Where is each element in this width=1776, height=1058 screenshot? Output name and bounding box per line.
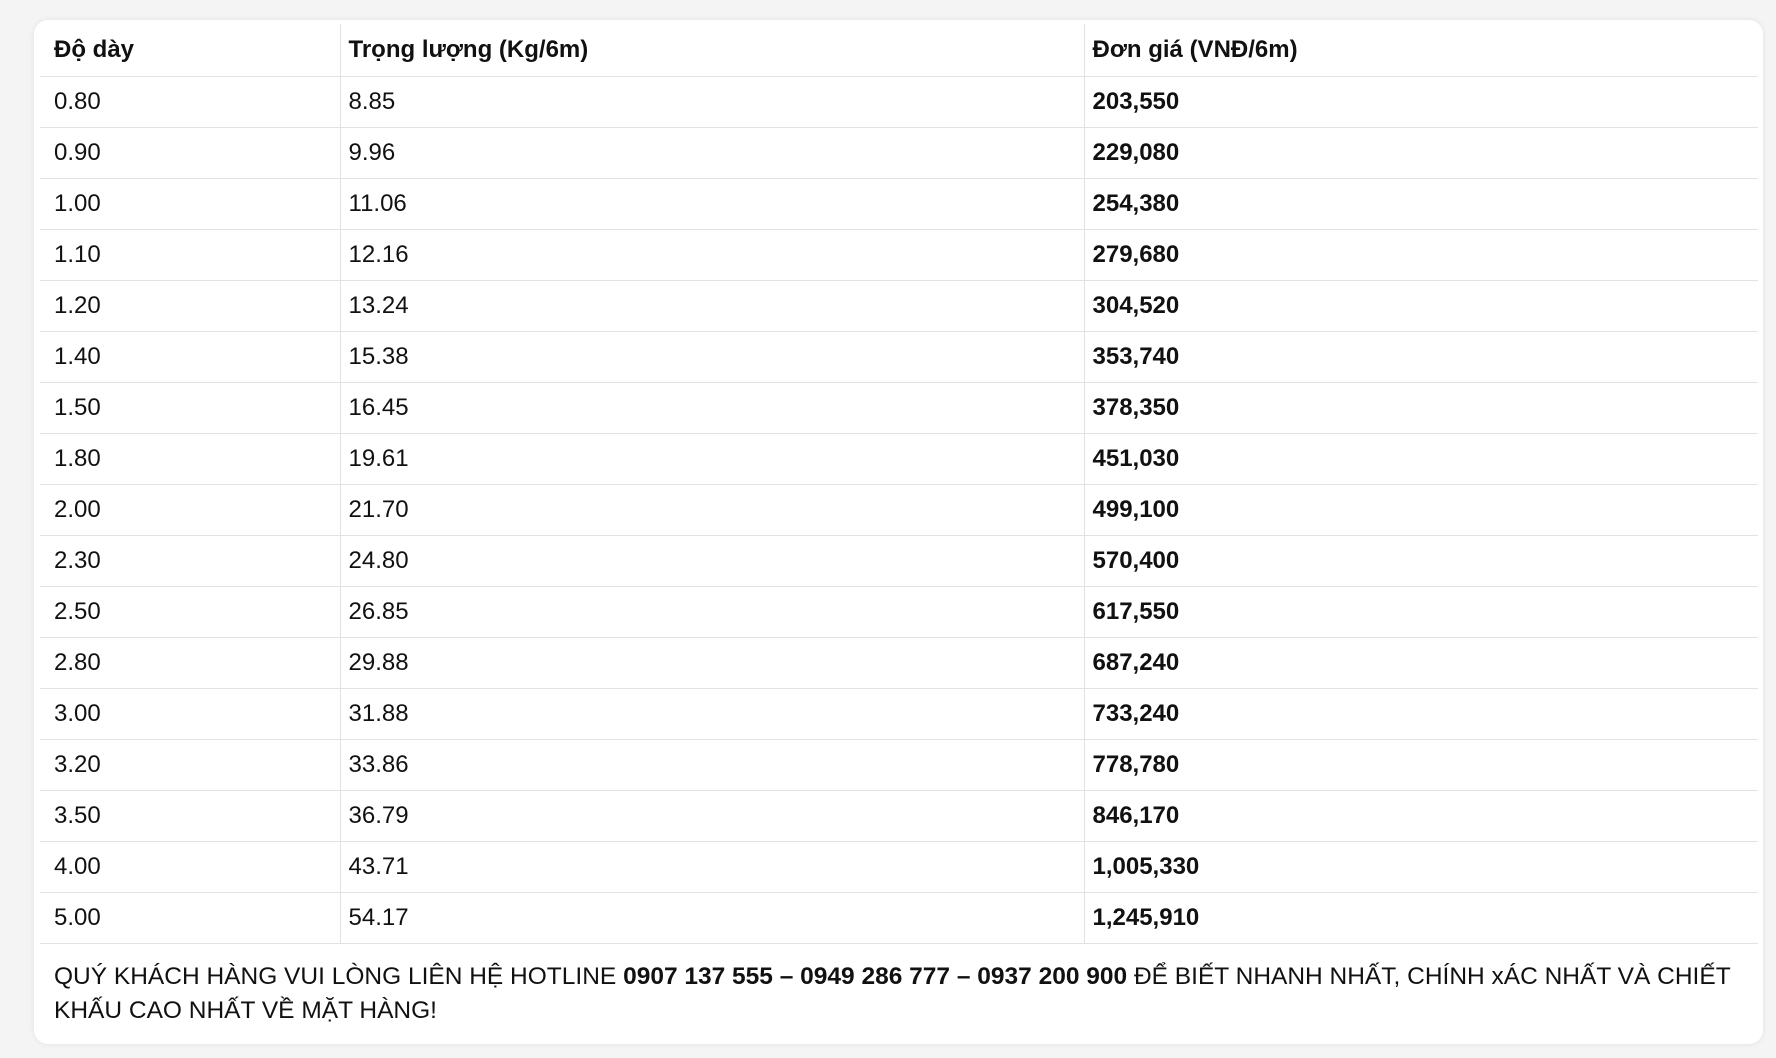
cell-weight: 24.80 — [340, 535, 1084, 586]
table-row — [40, 739, 1758, 790]
table-row — [40, 790, 1758, 841]
cell-thickness: 1.80 — [40, 433, 340, 484]
cell-unit-price: 304,520 — [1084, 280, 1758, 331]
cell-unit-price: 254,380 — [1084, 178, 1758, 229]
table-row — [40, 280, 1758, 331]
table-row — [40, 586, 1758, 637]
table-row — [40, 535, 1758, 586]
cell-unit-price: 1,005,330 — [1084, 841, 1758, 892]
hotline-numbers: 0907 137 555 – 0949 286 777 – 0937 200 900 — [623, 963, 1128, 990]
cell-unit-price: 733,240 — [1084, 688, 1758, 739]
cell-unit-price: 353,740 — [1084, 331, 1758, 382]
cell-unit-price: 570,400 — [1084, 535, 1758, 586]
cell-weight: 26.85 — [340, 586, 1084, 637]
cell-unit-price: 1,245,910 — [1084, 892, 1758, 943]
cell-weight: 43.71 — [340, 841, 1084, 892]
header-unit-price: Đơn giá (VNĐ/6m) — [1084, 24, 1758, 76]
cell-thickness: 2.00 — [40, 484, 340, 535]
cell-unit-price: 846,170 — [1084, 790, 1758, 841]
cell-weight: 11.06 — [340, 178, 1084, 229]
table-row — [40, 331, 1758, 382]
cell-thickness: 2.80 — [40, 637, 340, 688]
cell-unit-price: 687,240 — [1084, 637, 1758, 688]
cell-unit-price: 617,550 — [1084, 586, 1758, 637]
cell-unit-price: 279,680 — [1084, 229, 1758, 280]
hotline-note — [54, 960, 1754, 1028]
table-row — [40, 178, 1758, 229]
table-row — [40, 484, 1758, 535]
cell-weight: 33.86 — [340, 739, 1084, 790]
cell-unit-price: 378,350 — [1084, 382, 1758, 433]
table-header-row — [40, 24, 1758, 76]
cell-weight: 9.96 — [340, 127, 1084, 178]
cell-unit-price: 499,100 — [1084, 484, 1758, 535]
cell-thickness: 3.50 — [40, 790, 340, 841]
cell-weight: 13.24 — [340, 280, 1084, 331]
header-weight: Trọng lượng (Kg/6m) — [340, 24, 1084, 76]
price-table-card — [34, 20, 1763, 1044]
cell-thickness: 5.00 — [40, 892, 340, 943]
table-row — [40, 382, 1758, 433]
cell-weight: 16.45 — [340, 382, 1084, 433]
cell-unit-price: 451,030 — [1084, 433, 1758, 484]
table-body — [40, 76, 1758, 943]
cell-thickness: 3.00 — [40, 688, 340, 739]
cell-weight: 54.17 — [340, 892, 1084, 943]
cell-weight: 21.70 — [340, 484, 1084, 535]
table-row — [40, 841, 1758, 892]
table-row — [40, 433, 1758, 484]
cell-thickness: 2.30 — [40, 535, 340, 586]
price-table — [40, 24, 1758, 944]
cell-weight: 36.79 — [340, 790, 1084, 841]
cell-thickness: 1.50 — [40, 382, 340, 433]
cell-thickness: 3.20 — [40, 739, 340, 790]
cell-thickness: 1.20 — [40, 280, 340, 331]
hotline-note-prefix: QUÝ KHÁCH HÀNG VUI LÒNG LIÊN HỆ HOTLINE — [54, 963, 624, 990]
header-thickness: Độ dày — [40, 24, 340, 76]
cell-weight: 29.88 — [340, 637, 1084, 688]
cell-thickness: 1.40 — [40, 331, 340, 382]
table-row — [40, 688, 1758, 739]
cell-thickness: 4.00 — [40, 841, 340, 892]
cell-thickness: 1.10 — [40, 229, 340, 280]
table-row — [40, 892, 1758, 943]
table-row — [40, 229, 1758, 280]
cell-weight: 8.85 — [340, 76, 1084, 127]
cell-unit-price: 203,550 — [1084, 76, 1758, 127]
cell-thickness: 0.80 — [40, 76, 340, 127]
table-row — [40, 76, 1758, 127]
cell-unit-price: 229,080 — [1084, 127, 1758, 178]
table-row — [40, 127, 1758, 178]
cell-weight: 15.38 — [340, 331, 1084, 382]
cell-thickness: 1.00 — [40, 178, 340, 229]
cell-weight: 31.88 — [340, 688, 1084, 739]
cell-weight: 12.16 — [340, 229, 1084, 280]
cell-weight: 19.61 — [340, 433, 1084, 484]
table-row — [40, 637, 1758, 688]
cell-thickness: 0.90 — [40, 127, 340, 178]
hotline-note-suffix: ĐỂ BIẾT NHANH NHẤT, CHÍNH xÁC NHẤT VÀ CHIẾT KHẤU CAO NHẤT VỀ MẶT HÀNG! — [54, 963, 1731, 1024]
cell-thickness: 2.50 — [40, 586, 340, 637]
cell-unit-price: 778,780 — [1084, 739, 1758, 790]
